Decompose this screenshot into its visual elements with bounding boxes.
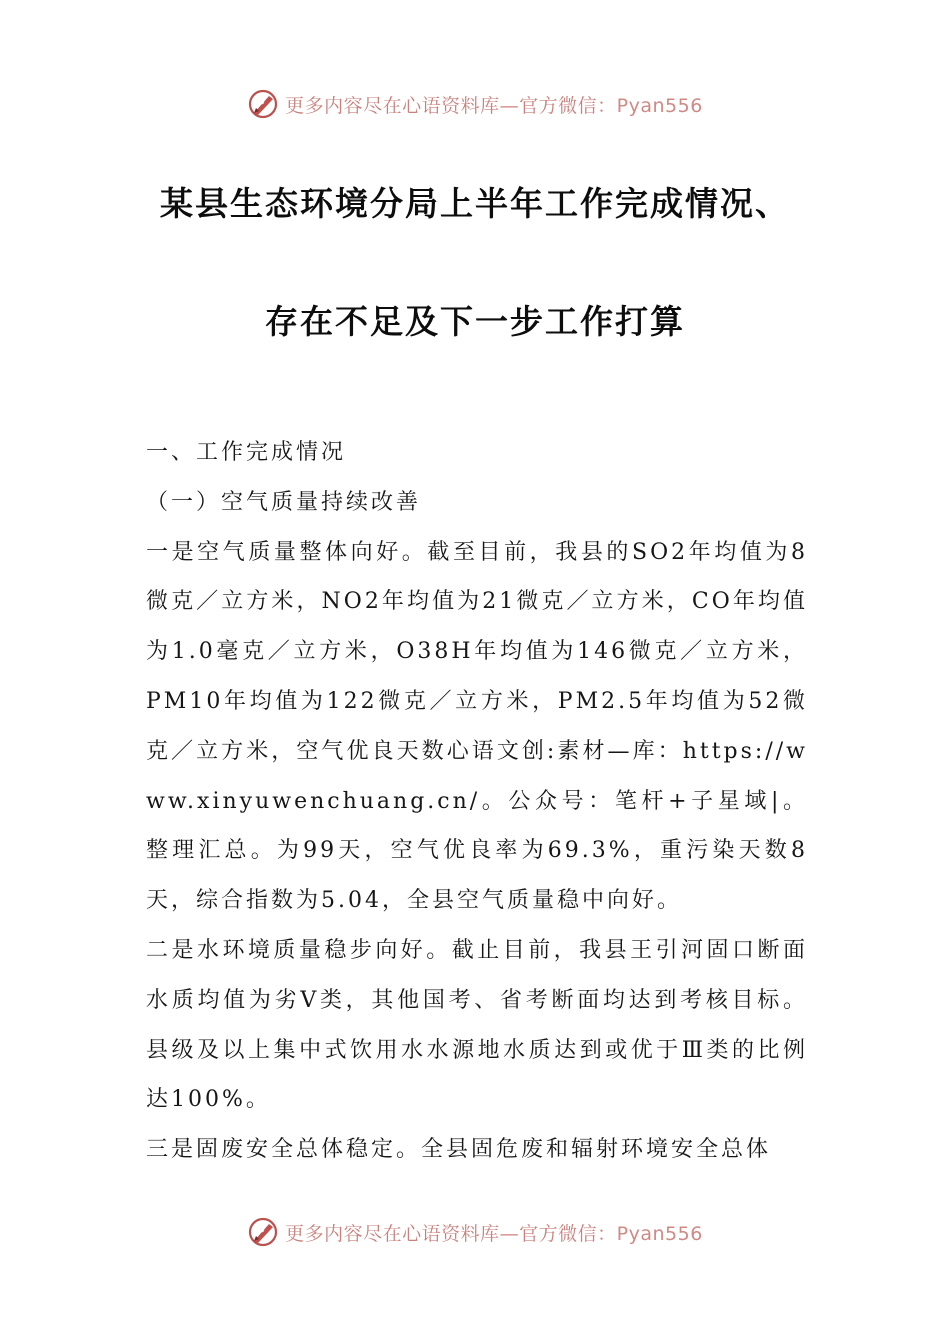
document-body	[146, 428, 808, 1175]
footer-watermark	[0, 1212, 950, 1252]
pen-logo-icon	[247, 1216, 279, 1248]
watermark-text	[285, 91, 703, 118]
section-heading: 一、工作完成情况	[146, 440, 347, 465]
header-watermark	[0, 84, 950, 124]
paragraph-water-quality: 二是水环境质量稳步向好。截止目前，我县王引河固口断面水质均值为劣V类，其他国考、省考断面均达到考核目标。县级及以上集中式饮用水水源地水质达到或优于Ⅲ类的比例达100%。	[146, 937, 808, 1113]
pen-logo-icon	[247, 88, 279, 120]
watermark-text	[285, 1219, 703, 1246]
watermark-label: 更多内容尽在心语资料库—官方微信：	[285, 94, 617, 117]
subsection-heading: （一）空气质量持续改善	[146, 489, 422, 515]
document-title-line-1: 某县生态环境分局上半年工作完成情况、	[160, 184, 790, 223]
watermark-handle: Pyan556	[616, 94, 703, 117]
watermark-handle: Pyan556	[616, 1222, 703, 1245]
document-title-line-2: 存在不足及下一步工作打算	[265, 302, 685, 341]
watermark-label: 更多内容尽在心语资料库—官方微信：	[285, 1222, 617, 1245]
paragraph-air-quality: 一是空气质量整体向好。截至目前，我县的SO2年均值为8微克／立方米，NO2年均值为21微克／立方米，CO年均值为1.0毫克／立方米，O38H年均值为146微克／立方米，PM10年均值为122微克／立方米，PM2.5年均值为52微克／立方米，空气优良天数心语文创:素材—库：https://www.xinyuwenchuang.cn/。公众号：笔杆+子星域|。整理汇总。为99天，空气优良率为69.3%，重污染天数8天，综合指数为5.04，全县空气质量稳中向好。	[146, 539, 808, 914]
paragraph-solid-waste: 三是固废安全总体稳定。全县固危废和辐射环境安全总体	[146, 1137, 772, 1163]
